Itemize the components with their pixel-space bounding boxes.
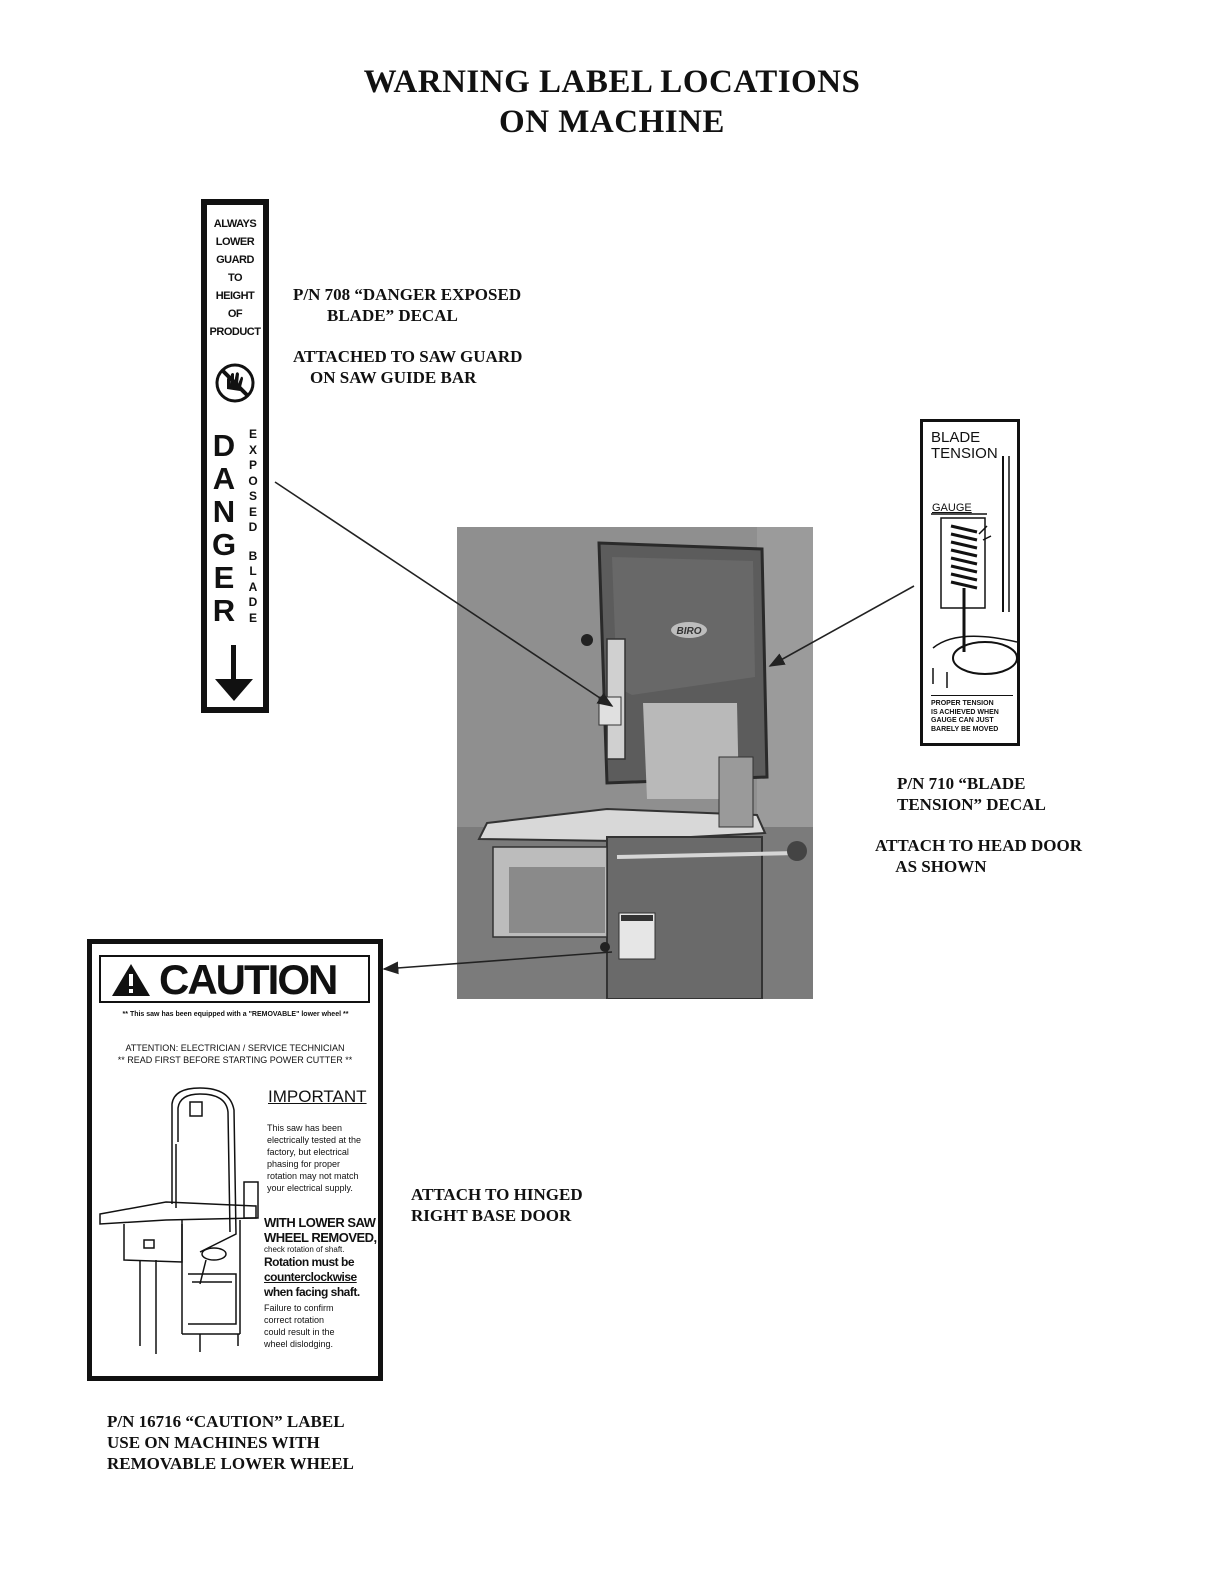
tension-caption-line: ATTACH TO HEAD DOOR — [875, 836, 1083, 855]
danger-letter: E — [213, 560, 235, 595]
exposed-blade-letter: E — [248, 504, 257, 519]
arrow-to-guide-bar — [275, 482, 612, 706]
danger-top-line: HEIGHT — [215, 290, 255, 302]
saw-line-drawing — [96, 1084, 264, 1374]
caution-body-line: electrically tested at the — [267, 1135, 362, 1145]
caution-label-caption — [107, 1411, 354, 1474]
danger-letter: R — [212, 593, 236, 628]
danger-caption-line: ON SAW GUIDE BAR — [293, 368, 477, 387]
caution-caption-line: REMOVABLE LOWER WHEEL — [107, 1454, 354, 1473]
caution-attach-caption — [411, 1184, 583, 1226]
exposed-blade-letter: S — [248, 489, 257, 503]
danger-caption-line: P/N 708 “DANGER EXPOSED — [293, 285, 522, 304]
danger-top-line: OF — [227, 308, 243, 320]
warning-triangle-icon — [111, 963, 151, 997]
exposed-blade-letter: E — [248, 610, 257, 625]
tension-caption-line: AS SHOWN — [875, 857, 987, 876]
danger-caption-line: ATTACHED TO SAW GUARD — [293, 347, 523, 366]
danger-top-line: GUARD — [216, 254, 254, 266]
danger-caption-line: BLADE” DECAL — [293, 306, 458, 325]
caution-warn-line: WHEEL REMOVED, — [264, 1230, 377, 1245]
danger-top-line: ALWAYS — [213, 218, 257, 230]
exposed-blade-letter: E — [248, 427, 257, 441]
biro-logo-text: BIRO — [676, 626, 702, 637]
exposed-blade-letter: X — [248, 442, 257, 457]
caution-attention-line: ** READ FIRST BEFORE STARTING POWER CUTTER ** — [117, 1055, 353, 1065]
danger-top-line: LOWER — [215, 236, 255, 248]
exposed-blade-letter: A — [248, 579, 258, 594]
caution-body-text — [267, 1122, 377, 1194]
caution-body-line: rotation may not match — [267, 1171, 359, 1181]
caution-label — [87, 939, 383, 1381]
exposed-blade-letter: L — [249, 564, 257, 578]
tension-note-line: BARELY BE MOVED — [931, 725, 999, 733]
tension-note-line: GAUGE CAN JUST — [931, 717, 994, 724]
arrow-to-base-door — [384, 952, 612, 969]
tension-gauge-label: GAUGE — [932, 502, 972, 514]
caution-failure-line: wheel dislodging. — [264, 1339, 334, 1349]
exposed-blade-letter: D — [248, 595, 258, 609]
caution-rotation-line: counterclockwise — [264, 1270, 357, 1284]
caution-failure-line: Failure to confirm — [264, 1303, 334, 1313]
caution-caption-line: P/N 16716 “CAUTION” LABEL — [107, 1412, 345, 1431]
tension-title-line: TENSION — [931, 445, 998, 462]
danger-letter: D — [212, 428, 236, 463]
tension-title-line: BLADE — [931, 429, 981, 446]
caution-important-heading: IMPORTANT — [268, 1087, 367, 1106]
tension-caption-line: P/N 710 “BLADE — [897, 774, 1026, 793]
arrow-to-head-door — [770, 586, 914, 666]
caution-body-line: factory, but electrical — [267, 1147, 349, 1157]
tension-note-line: IS ACHIEVED WHEN — [931, 708, 999, 716]
caution-attach-line: RIGHT BASE DOOR — [411, 1206, 572, 1225]
caution-header: CAUTION — [159, 956, 337, 1003]
caution-banner — [99, 955, 370, 1003]
danger-top-line: PRODUCT — [209, 326, 261, 338]
caution-failure-line: could result in the — [264, 1327, 335, 1337]
danger-letter: A — [212, 461, 236, 496]
page-title-line-2: ON MACHINE — [499, 104, 725, 140]
caution-warn-small: check rotation of shaft. — [264, 1245, 345, 1254]
danger-letter: G — [211, 527, 237, 562]
danger-top-line: TO — [227, 272, 243, 284]
caution-warning-block — [264, 1215, 378, 1350]
caution-body-line: phasing for proper — [267, 1159, 341, 1169]
caution-attention-line: ATTENTION: ELECTRICIAN / SERVICE TECHNICIAN — [125, 1043, 345, 1053]
caution-warn-line: WITH LOWER SAW — [264, 1215, 376, 1230]
exposed-blade-letter: D — [248, 520, 258, 534]
caution-body-line: This saw has been — [267, 1123, 343, 1133]
danger-letter: N — [212, 494, 236, 529]
caution-attach-line: ATTACH TO HINGED — [411, 1185, 583, 1204]
exposed-blade-letter: O — [248, 473, 258, 488]
caution-attention — [96, 1042, 374, 1066]
caution-subheader: ** This saw has been equipped with a "REMOVABLE" lower wheel ** — [122, 1011, 349, 1018]
caution-rotation-line: when facing shaft. — [264, 1285, 360, 1299]
caution-rotation-line: Rotation must be — [264, 1255, 354, 1269]
exposed-blade-letter: P — [248, 458, 257, 472]
caution-failure-line: correct rotation — [264, 1315, 325, 1325]
exposed-blade-letter: B — [248, 548, 258, 563]
page-title-line-1: WARNING LABEL LOCATIONS — [363, 64, 861, 100]
tension-note-line: PROPER TENSION — [931, 700, 994, 707]
tension-caption-line: TENSION” DECAL — [897, 795, 1046, 814]
caution-body-line: your electrical supply. — [267, 1183, 353, 1193]
caution-caption-line: USE ON MACHINES WITH — [107, 1433, 320, 1452]
